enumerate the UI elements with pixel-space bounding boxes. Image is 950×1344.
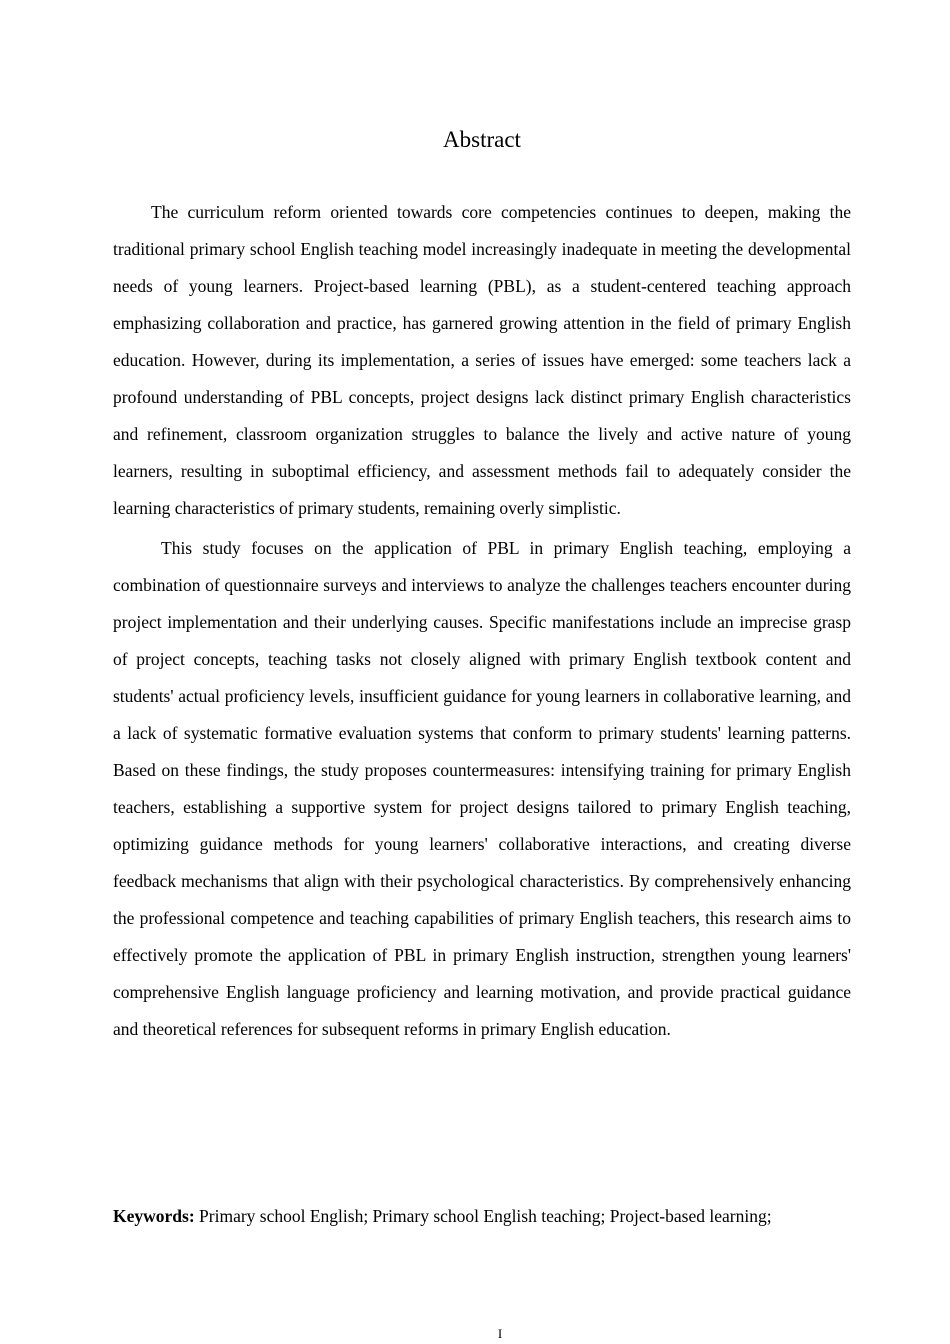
- keywords-text: Primary school English; Primary school English teaching; Project-based learning;: [199, 1206, 772, 1226]
- abstract-title: Abstract: [443, 127, 521, 152]
- keywords-line: [113, 1200, 873, 1232]
- keywords-label: Keywords:: [113, 1206, 195, 1226]
- abstract-body: [113, 194, 851, 1048]
- abstract-paragraph-1: The curriculum reform oriented towards core competencies continues to deepen, making the traditional primary school English teaching model increasingly inadequate in meeting the developmental needs of young learners. Project-based learning (PBL), as a student-centered teaching approach emphasizing collaboration and practice, has garnered growing attention in the field of primary English education. However, during its implementation, a series of issues have emerged: some teachers lack a profound understanding of PBL concepts, project designs lack distinct primary English characteristics and refinement, classroom organization struggles to balance the lively and active nature of young learners, resulting in suboptimal efficiency, and assessment methods fail to adequately consider the learning characteristics of primary students, remaining overly simplistic.: [113, 202, 851, 518]
- abstract-paragraph-2: This study focuses on the application of PBL in primary English teaching, employing a combination of questionnaire surveys and interviews to analyze the challenges teachers encounter during project implementation and their underlying causes. Specific manifestations include an imprecise grasp of project concepts, teaching tasks not closely aligned with primary English textbook content and students' actual proficiency levels, insufficient guidance for young learners in collaborative learning, and a lack of systematic formative evaluation systems that conform to primary students' learning patterns. Based on these findings, the study proposes countermeasures: intensifying training for primary English teachers, establishing a supportive system for project designs tailored to primary English teaching, optimizing guidance methods for young learners' collaborative interactions, and creating diverse feedback mechanisms that align with their psychological characteristics. By comprehensively enhancing the professional competence and teaching capabilities of primary English teachers, this research aims to effectively promote the application of PBL in primary English instruction, strengthen young learners' comprehensive English language proficiency and learning motivation, and provide practical guidance and theoretical references for subsequent reforms in primary English education.: [113, 538, 851, 1039]
- page-number: I: [497, 1326, 503, 1341]
